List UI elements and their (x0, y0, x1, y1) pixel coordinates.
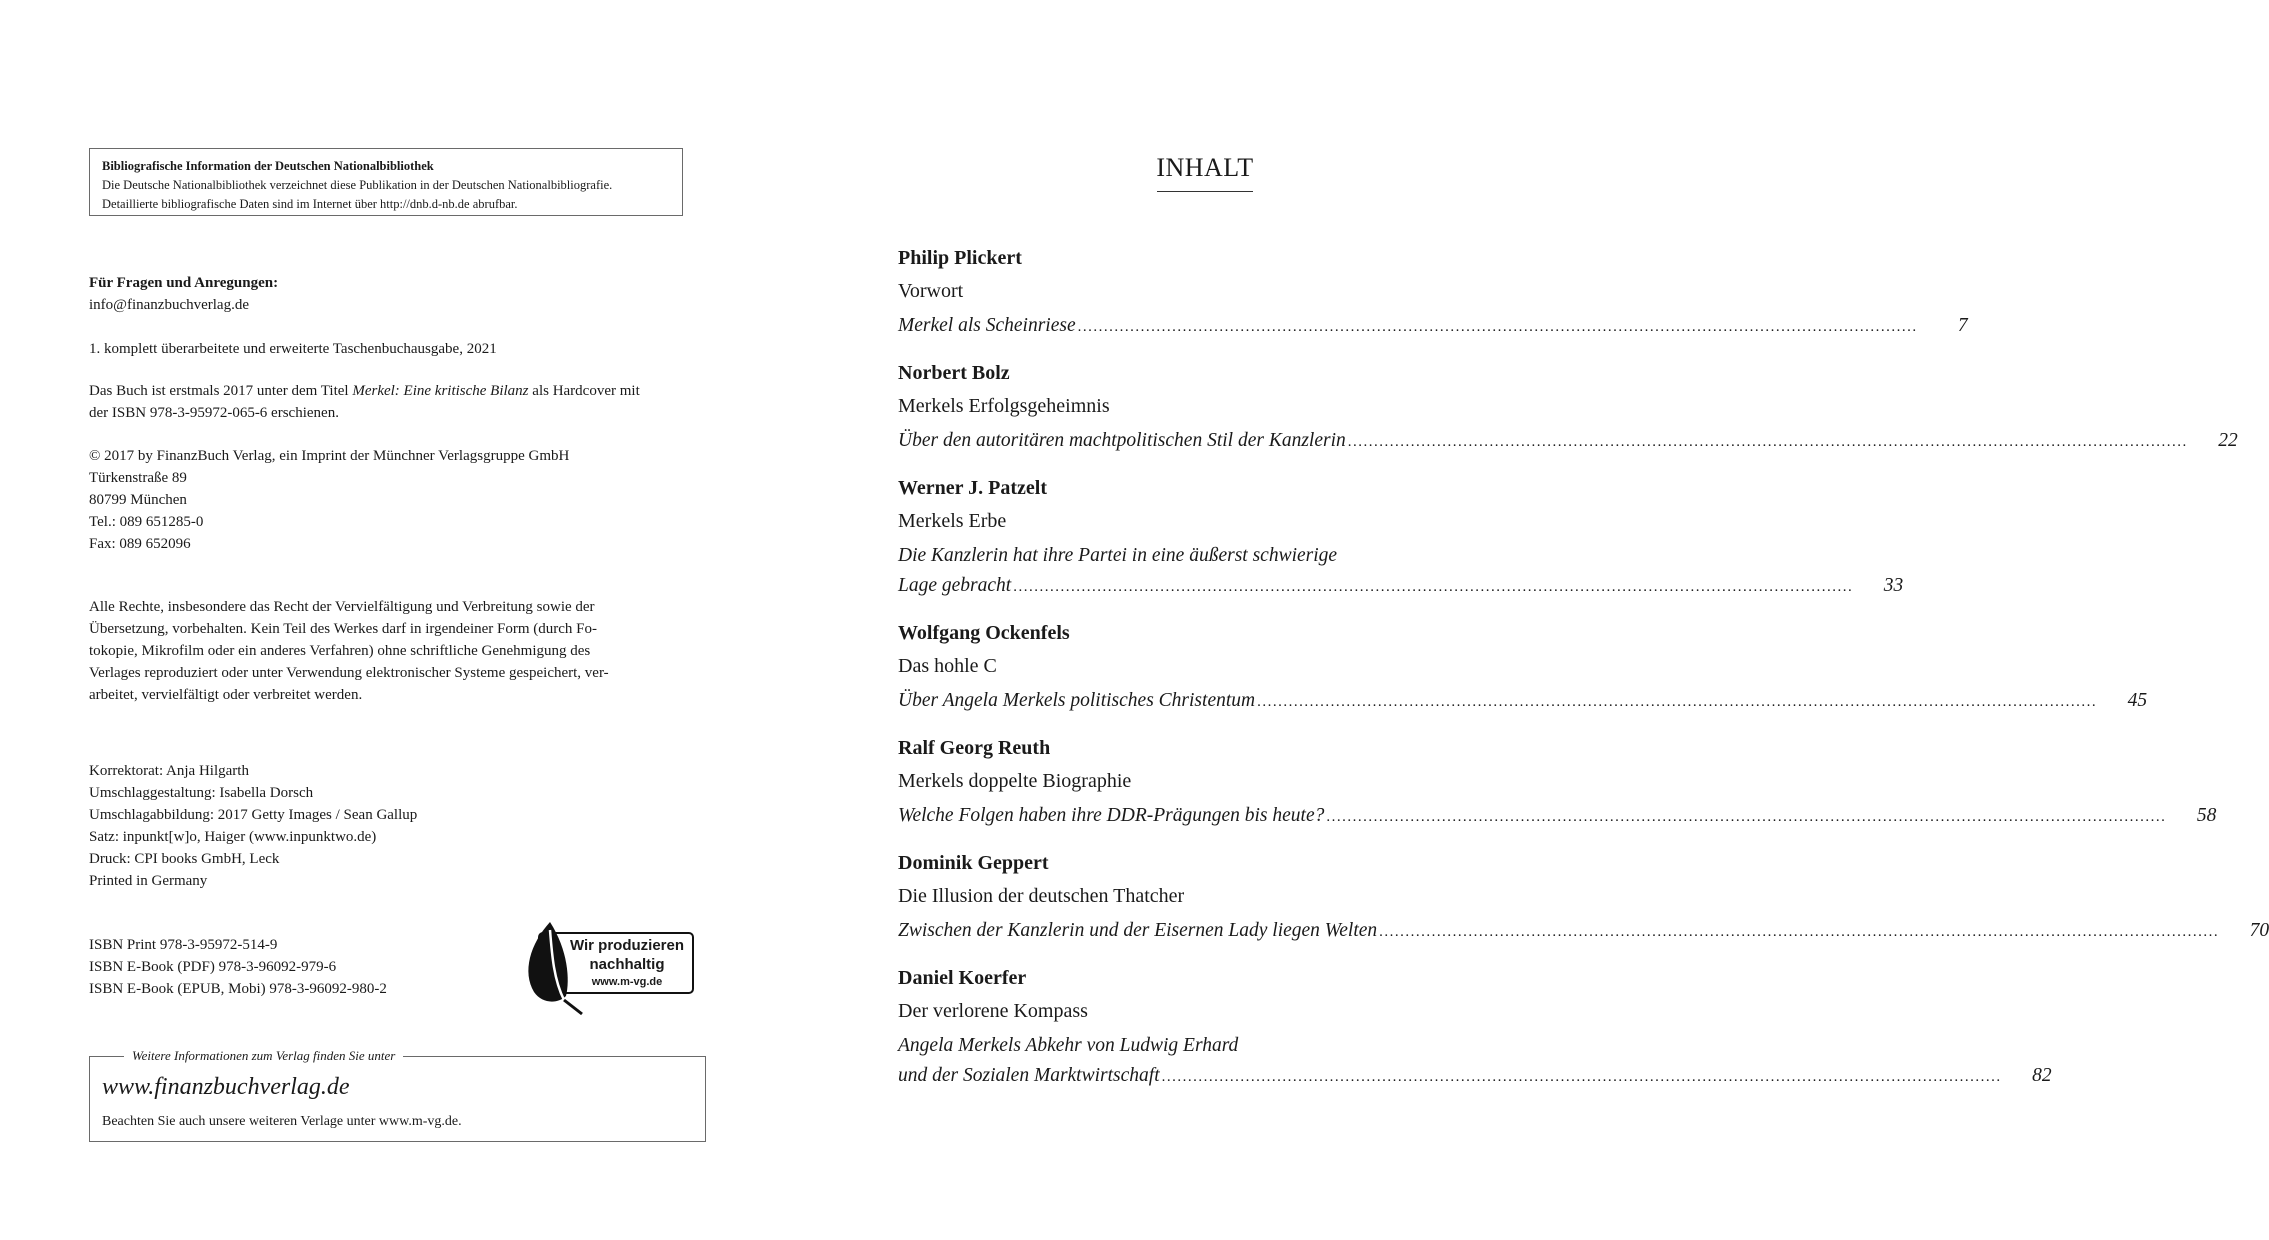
first-pub-line (89, 380, 640, 402)
sustainability-logo (524, 920, 706, 1012)
toc-subtitle: und der Sozialen Marktwirtschaft (898, 1065, 1160, 1086)
publisher-info-box (89, 1048, 706, 1142)
credit-line: Satz: inpunkt[w]o, Haiger (www.inpunktwo.de) (89, 829, 377, 845)
isbn-line: ISBN E-Book (PDF) 978-3-96092-979-6 (89, 959, 337, 975)
rights-notice (89, 596, 609, 706)
toc-page-number: 45 (2127, 690, 2148, 711)
toc-chapter-title: Merkels Erbe (898, 510, 1007, 532)
toc-author: Daniel Koerfer (898, 967, 1027, 989)
toc-author: Ralf Georg Reuth (898, 737, 1051, 759)
rights-line: tokopie, Mikrofilm oder ein anderes Verfahren) ohne schriftliche Genehmigung des (89, 643, 591, 659)
toc-subtitle: Lage gebracht (898, 575, 1012, 596)
dot-leader: ................................................................................................................................................................ (1161, 1069, 2002, 1085)
edition-text: 1. komplett überarbeitete und erweiterte Taschenbuchausgabe, 2021 (89, 341, 497, 357)
publisher-website: www.finanzbuchverlag.de (102, 1074, 350, 1100)
copyright-line: © 2017 by FinanzBuch Verlag, ein Imprint der Münchner Verlagsgruppe GmbH (89, 448, 570, 464)
other-publishers-note: Beachten Sie auch unsere weiteren Verlage unter www.m-vg.de. (102, 1114, 462, 1129)
toc-author: Philip Plickert (898, 247, 1022, 269)
toc-entry[interactable] (898, 358, 2238, 457)
toc-page-number: 7 (1957, 315, 1968, 336)
toc-subtitle: Merkel als Scheinriese (898, 315, 1076, 336)
credit-line: Printed in Germany (89, 873, 208, 889)
toc-entry[interactable] (898, 963, 2052, 1092)
biblio-line: Detaillierte bibliografische Daten sind im Internet über http://dnb.d-nb.de abrufbar. (102, 197, 518, 211)
rights-line: Übersetzung, vorbehalten. Kein Teil des Werkes darf in irgendeiner Form (durch Fo- (89, 621, 598, 637)
toc-entry[interactable] (898, 848, 2269, 947)
first-pub-text: als Hardcover mit (528, 383, 640, 399)
questions-label: Für Fragen und Anregungen: (89, 275, 279, 291)
bibliographic-info-box (89, 148, 683, 216)
toc-subtitle-line (898, 571, 1904, 602)
credit-line: Umschlagabbildung: 2017 Getty Images / Sean Gallup (89, 807, 418, 823)
toc-author: Werner J. Patzelt (898, 477, 1048, 499)
more-info-label: Weitere Informationen zum Verlag finden Sie unter (124, 1048, 403, 1064)
logo-line1: Wir produzieren (569, 937, 685, 954)
toc-subtitle-line (898, 801, 2217, 832)
dot-leader: ................................................................................................................................................................ (1257, 694, 2098, 710)
dot-leader: ................................................................................................................................................................ (1326, 809, 2167, 825)
toc-subtitle-line (898, 916, 2269, 947)
toc-subtitle-line (898, 1061, 2052, 1092)
toc-chapter-title: Merkels doppelte Biographie (898, 770, 1132, 792)
credit-line: Umschlaggestaltung: Isabella Dorsch (89, 785, 314, 801)
toc-author: Wolfgang Ockenfels (898, 622, 1070, 644)
toc-chapter-title: Merkels Erfolgsgeheimnis (898, 395, 1110, 417)
edition-note (89, 338, 497, 360)
toc-entry[interactable] (898, 243, 1968, 342)
publisher-address (89, 445, 569, 555)
toc-subtitle-line (898, 311, 1968, 342)
credit-line: Druck: CPI books GmbH, Leck (89, 851, 280, 867)
rights-line: Verlages reproduziert oder unter Verwendung elektronischer Systeme gespeichert, ver- (89, 665, 609, 681)
contact-email: info@finanzbuchverlag.de (89, 297, 249, 313)
toc-subtitle-line (898, 1031, 1514, 1061)
toc-subtitle: Über Angela Merkels politisches Christentum (898, 690, 1256, 711)
toc-subtitle-line (898, 426, 2238, 457)
toc-chapter-title: Vorwort (898, 280, 964, 302)
toc-subtitle: Die Kanzlerin hat ihre Partei in eine äußerst schwierige (898, 545, 1338, 566)
toc-subtitle: Über den autoritären machtpolitischen Stil der Kanzlerin (898, 430, 1346, 451)
city: 80799 München (89, 492, 187, 508)
toc-subtitle: Zwischen der Kanzlerin und der Eisernen Lady liegen Welten (898, 920, 1378, 941)
dot-leader: ................................................................................................................................................................ (1347, 434, 2188, 450)
table-of-contents (898, 243, 2269, 1108)
toc-subtitle: Welche Folgen haben ihre DDR-Prägungen bis heute? (898, 805, 1325, 826)
toc-subtitle-line (898, 686, 2148, 717)
biblio-title: Bibliografische Information der Deutschen Nationalbibliothek (102, 159, 434, 173)
toc-subtitle-line (898, 541, 1514, 571)
fax: Fax: 089 652096 (89, 536, 191, 552)
toc-author: Norbert Bolz (898, 362, 1010, 384)
dot-leader: ................................................................................................................................................................ (1013, 579, 1854, 595)
credits (89, 760, 417, 892)
isbn-list (89, 934, 387, 1000)
street: Türkenstraße 89 (89, 470, 187, 486)
first-pub-isbn: der ISBN 978-3-95972-065-6 erschienen. (89, 405, 339, 421)
toc-chapter-title: Der verlorene Kompass (898, 1000, 1088, 1022)
toc-heading: INHALT (1156, 153, 1254, 182)
dot-leader: ................................................................................................................................................................ (1077, 319, 1918, 335)
toc-subtitle: Angela Merkels Abkehr von Ludwig Erhard (898, 1035, 1239, 1056)
toc-heading-rule (1157, 191, 1253, 192)
first-pub-text: Das Buch ist erstmals 2017 unter dem Titel (89, 383, 353, 399)
dot-leader: ................................................................................................................................................................ (1379, 924, 2220, 940)
toc-author: Dominik Geppert (898, 852, 1049, 874)
toc-page-number: 22 (2218, 430, 2238, 451)
toc-entry[interactable] (898, 618, 2148, 717)
rights-line: arbeitet, vervielfältigt oder verbreitet werden. (89, 687, 363, 703)
logo-url: www.m-vg.de (591, 976, 663, 988)
telephone: Tel.: 089 651285-0 (89, 514, 204, 530)
toc-page-number: 70 (2249, 920, 2269, 941)
toc-chapter-title: Die Illusion der deutschen Thatcher (898, 885, 1185, 907)
credit-line: Korrektorat: Anja Hilgarth (89, 763, 249, 779)
first-publication-note (89, 380, 640, 424)
isbn-line: ISBN E-Book (EPUB, Mobi) 978-3-96092-980-2 (89, 981, 387, 997)
logo-line2: nachhaltig (589, 956, 665, 973)
toc-page-number: 58 (2196, 805, 2217, 826)
toc-entry[interactable] (898, 473, 1904, 602)
toc-page-number: 82 (2032, 1065, 2052, 1086)
toc-chapter-title: Das hohle C (898, 655, 997, 677)
isbn-line: ISBN Print 978-3-95972-514-9 (89, 937, 278, 953)
contact-block (89, 272, 278, 316)
biblio-line: Die Deutsche Nationalbibliothek verzeichnet diese Publikation in der Deutschen Nationalbibliografie. (102, 178, 613, 192)
toc-entry[interactable] (898, 733, 2217, 832)
rights-line: Alle Rechte, insbesondere das Recht der Vervielfältigung und Verbreitung sowie der (89, 599, 595, 615)
original-title: Merkel: Eine kritische Bilanz (352, 383, 529, 399)
toc-page-number: 33 (1883, 575, 1904, 596)
